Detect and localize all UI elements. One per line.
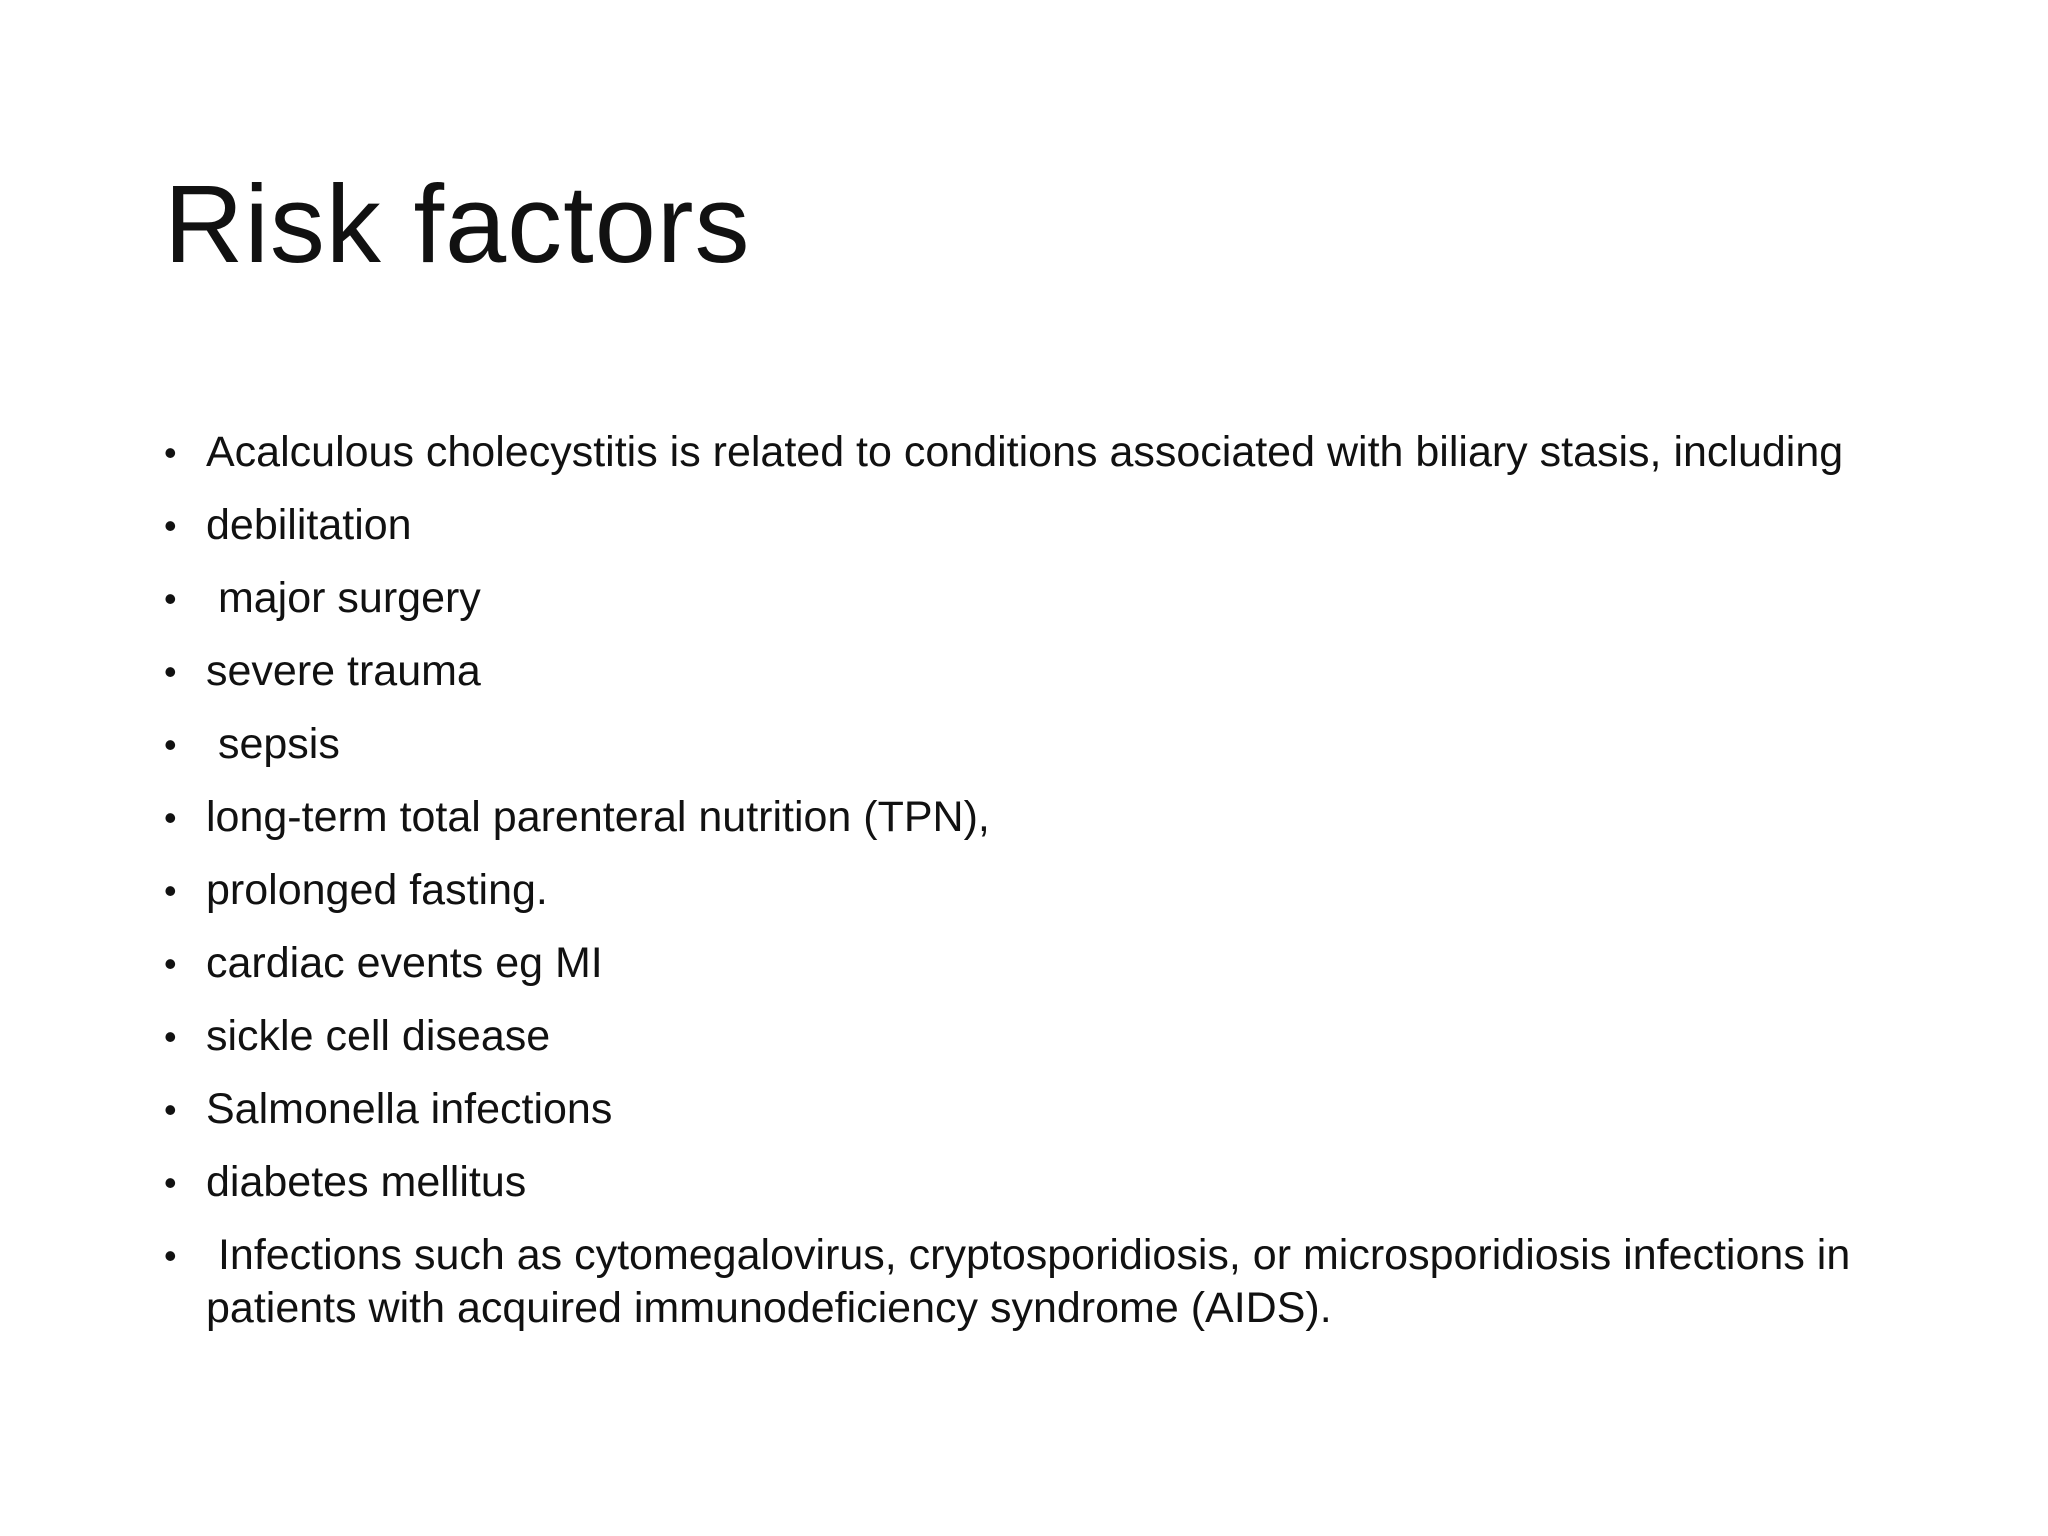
bullet-text: Salmonella infections bbox=[206, 1085, 613, 1133]
bullet-dot: • bbox=[164, 505, 177, 546]
bullet-item bbox=[164, 1010, 1904, 1063]
bullet-text: prolonged fasting. bbox=[206, 866, 548, 914]
bullet-dot: • bbox=[164, 870, 177, 911]
bullet-item bbox=[164, 791, 1904, 844]
bullet-dot: • bbox=[164, 1235, 177, 1276]
bullet-text: debilitation bbox=[206, 501, 412, 549]
bullet-item bbox=[164, 499, 1904, 552]
bullet-dot: • bbox=[164, 1162, 177, 1203]
bullet-dot: • bbox=[164, 578, 177, 619]
bullet-dot: • bbox=[164, 1089, 177, 1130]
bullet-list bbox=[164, 426, 1904, 1355]
bullet-item bbox=[164, 1083, 1904, 1136]
bullet-dot: • bbox=[164, 724, 177, 765]
bullet-item bbox=[164, 1229, 1904, 1335]
bullet-item bbox=[164, 645, 1904, 698]
bullet-text: diabetes mellitus bbox=[206, 1158, 527, 1206]
bullet-item bbox=[164, 864, 1904, 917]
bullet-item bbox=[164, 426, 1904, 479]
bullet-text: severe trauma bbox=[206, 647, 481, 695]
bullet-item bbox=[164, 572, 1904, 625]
bullet-text: long-term total parenteral nutrition (TPN), bbox=[206, 793, 990, 841]
bullet-text: cardiac events eg MI bbox=[206, 939, 603, 987]
bullet-item bbox=[164, 1156, 1904, 1209]
bullet-item bbox=[164, 718, 1904, 771]
bullet-text: Acalculous cholecystitis is related to conditions associated with biliary stasis, including bbox=[206, 428, 1844, 476]
bullet-text: Infections such as cytomegalovirus, cryptosporidiosis, or microsporidiosis infections in patients with acquired immunodeficiency syndrome (AIDS). bbox=[206, 1231, 1863, 1332]
bullet-dot: • bbox=[164, 1016, 177, 1057]
bullet-item bbox=[164, 937, 1904, 990]
bullet-text: sickle cell disease bbox=[206, 1012, 551, 1060]
slide-title: Risk factors bbox=[164, 163, 751, 286]
bullet-dot: • bbox=[164, 432, 177, 473]
bullet-dot: • bbox=[164, 943, 177, 984]
bullet-text: sepsis bbox=[206, 720, 340, 768]
bullet-dot: • bbox=[164, 797, 177, 838]
bullet-dot: • bbox=[164, 651, 177, 692]
bullet-text: major surgery bbox=[206, 574, 481, 622]
